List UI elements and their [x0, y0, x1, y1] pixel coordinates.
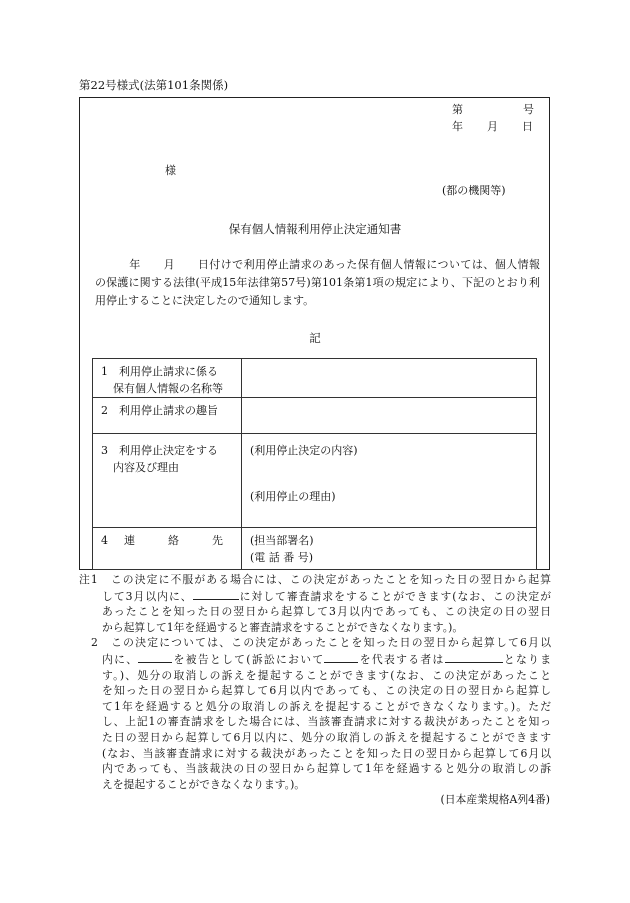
document-number [452, 102, 534, 117]
body-paragraph [95, 256, 540, 310]
table-row [93, 359, 537, 398]
table-row [93, 528, 537, 570]
row4-label-char: 連 [124, 534, 135, 547]
number-prefix: 第 [452, 103, 463, 116]
note-line: して3月以内に、 に対して審査請求をすることができます(なお、この決定が [102, 589, 551, 603]
row2-label: 2 利用停止請求の趣旨 [101, 404, 218, 417]
row-value [242, 359, 537, 398]
number-suffix: 号 [523, 103, 534, 116]
note-line: あったことを知った日の翌日から起算して3月以内であっても、この決定の日の翌日 [102, 605, 551, 619]
row4-label-char: 先 [212, 534, 223, 547]
document-date [452, 119, 533, 134]
ki-heading: 記 [309, 331, 321, 345]
row-label [93, 434, 242, 528]
date-year: 年 [452, 120, 463, 133]
addressee-suffix: 様 [165, 164, 176, 177]
note-line: から起算して1年を経過すると審査請求をすることができなくなります。)。 [102, 620, 464, 634]
note-line: て1年を経過すると処分の取消しの訴えを提起することができなくなります。)。ただ [102, 699, 551, 713]
row-label [93, 359, 242, 398]
row4-label-num: 4 [101, 534, 108, 547]
row-label [93, 398, 242, 434]
body-line: 用停止することに決定したので通知します。 [95, 294, 315, 307]
row3-label-line2: 内容及び理由 [113, 461, 179, 474]
note-line: し、上記1の審査請求をした場合には、当該審査請求に対する裁決があったことを知っ [102, 715, 551, 729]
note-line: (なお、当該審査請求に対する裁決があったことを知った日の翌日から起算して6月以 [102, 746, 551, 760]
note-line: す。)、処分の取消しの訴えを提起することができます(なお、この決定があったこと [102, 668, 551, 682]
document-title: 保有個人情報利用停止決定通知書 [228, 222, 402, 236]
blank-line [193, 588, 239, 600]
note-line: を知った日の翌日から起算して6月以内であっても、この決定の日の翌日から起算し [102, 684, 551, 698]
notes [79, 572, 551, 792]
row-value [242, 434, 537, 528]
note-line: 内であっても、当該裁決の日の翌日から起算して1年を経過すると処分の取消しの訴 [102, 762, 551, 776]
date-month: 月 [487, 120, 498, 133]
table-row [93, 398, 537, 434]
row4-label-char: 絡 [168, 534, 179, 547]
blank-line [445, 651, 503, 663]
date-day: 日 [522, 120, 533, 133]
note-line: 2 この決定については、この決定があったことを知った日の翌日から起算して6月以 [91, 636, 551, 650]
blank-line [324, 651, 358, 663]
decision-reason-label: (利用停止の理由) [250, 490, 336, 503]
row1-label-line2: 保有個人情報の名称等 [113, 382, 223, 395]
table-row [93, 434, 537, 528]
row3-label-line1: 3 利用停止決定をする [101, 444, 218, 457]
note-line: えを提起することができなくなります。)。 [102, 777, 306, 791]
form-label: 第22号様式(法第101条関係) [79, 78, 229, 92]
row-value [242, 398, 537, 434]
body-line: 年 月 日付けで利用停止請求のあった保有個人情報については、個人情報 [95, 258, 540, 271]
contact-phone-label: (電 話 番 号) [250, 551, 314, 564]
note-line: た日の翌日から起算して6月以内に、処分の取消しの訴えを提起することができます [102, 730, 551, 744]
decision-content-label: (利用停止決定の内容) [250, 444, 358, 457]
body-line: の保護に関する法律(平成15年法律第57号)第101条第1項の規定により、下記のとおり利 [95, 276, 540, 289]
row-value [242, 528, 537, 570]
paper-standard-footer: (日本産業規格A列4番) [440, 793, 550, 806]
row1-label-line1: 1 利用停止請求に係る [101, 365, 218, 378]
blank-line [138, 651, 172, 663]
note-line: 内に、 を被告として(訴訟において を代表する者は となりま [102, 652, 551, 666]
detail-table [92, 358, 537, 570]
contact-dept-label: (担当部署名) [250, 534, 314, 547]
note-line: 注1 この決定に不服がある場合には、この決定があったことを知った日の翌日から起算 [79, 573, 551, 586]
row-label [93, 528, 242, 570]
issuer: (都の機関等) [442, 184, 506, 197]
